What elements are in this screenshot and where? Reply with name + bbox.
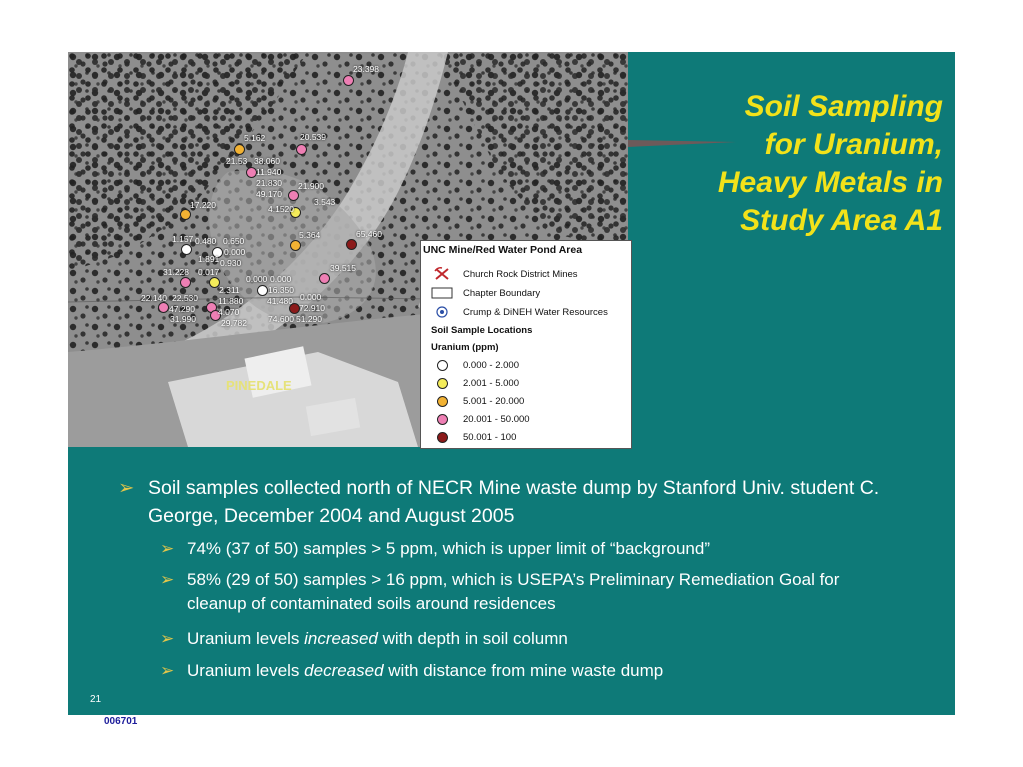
sample-label: 49.170 [256, 189, 282, 199]
sample-label: 11.940 [256, 167, 282, 177]
slide-title [623, 88, 943, 240]
range-swatch [437, 396, 448, 407]
sample-point [234, 144, 245, 155]
sample-label: 0.930 [220, 258, 242, 268]
sample-label: 0.000 [300, 292, 322, 302]
bullet-sub [160, 627, 900, 651]
sample-point [319, 273, 330, 284]
sample-label: 16.350 [268, 285, 294, 295]
sample-point [181, 244, 192, 255]
legend-item-label: Church Rock District Mines [463, 268, 578, 280]
sample-point [346, 239, 357, 250]
legend-uranium-header: Uranium (ppm) [431, 342, 499, 353]
sample-point [343, 75, 354, 86]
sample-label: 39.515 [330, 263, 356, 273]
sample-label: 20.539 [300, 132, 326, 142]
bullet-text: Soil samples collected north of NECR Mine waste dump by Stanford Univ. student C. George, December 2004 and August 2005 [148, 477, 880, 527]
legend-range [431, 360, 519, 371]
sample-label: 0.017 [198, 267, 220, 277]
legend-item-label: Chapter Boundary [463, 287, 541, 299]
sample-label: 4.1520 [268, 204, 294, 214]
emphasis: increased [304, 629, 378, 648]
bullet-arrow-icon: ➢ [160, 539, 175, 558]
sample-label: 2.311 [219, 285, 240, 295]
sample-label: 41.480 [267, 296, 293, 306]
legend-range-label: 50.001 - 100 [463, 432, 517, 443]
sample-label: 74.600 [268, 314, 294, 324]
emphasis: decreased [304, 661, 384, 680]
sample-point [288, 190, 299, 201]
bullet-sub [160, 537, 900, 561]
sample-label: 1.157 [172, 234, 194, 244]
sample-label: 21.900 [298, 181, 324, 191]
sample-label: 5.162 [244, 133, 266, 143]
title-line: for Uranium, [764, 128, 943, 161]
sample-label: 0.000 [270, 274, 292, 284]
legend-title: UNC Mine/Red Water Pond Area [423, 244, 583, 256]
sample-label: 51.290 [296, 314, 322, 324]
bullet-sub [160, 659, 900, 683]
place-label: PINEDALE [226, 378, 292, 393]
legend-samples-header: Soil Sample Locations [431, 325, 533, 336]
legend-range-label: 20.001 - 50.000 [463, 414, 530, 425]
sample-label: 38.060 [254, 156, 280, 166]
bullet-text: Uranium levels increased with depth in soil column [187, 629, 568, 648]
page-number: 21 [90, 694, 102, 705]
bullet-text: 74% (37 of 50) samples > 5 ppm, which is upper limit of “background” [187, 539, 710, 558]
sample-label: 29.782 [221, 318, 247, 328]
legend-range [431, 378, 519, 389]
map-legend [420, 240, 632, 449]
sample-label: 0.000 [246, 274, 268, 284]
legend-range-label: 5.001 - 20.000 [463, 396, 525, 407]
title-line: Study Area A1 [740, 204, 943, 237]
sample-label: 21.830 [256, 178, 282, 188]
sample-label: 1.891 [198, 254, 220, 264]
sample-label: 72.910 [299, 303, 325, 313]
legend-range [431, 414, 530, 425]
legend-item [431, 306, 608, 318]
document-id: 006701 [104, 716, 138, 727]
range-swatch [437, 432, 448, 443]
legend-item-label: Crump & DiNEH Water Resources [463, 306, 608, 318]
sample-label: 4.070 [218, 307, 240, 317]
water-resource-icon [431, 306, 453, 318]
bullet-arrow-icon: ➢ [160, 629, 175, 648]
sample-point [257, 285, 268, 296]
sample-label: 47.290 [169, 304, 195, 314]
sample-label: 31.990 [170, 314, 196, 324]
sample-label: 11.880 [218, 296, 244, 306]
sample-label: 22.140 [141, 293, 167, 303]
bullet-arrow-icon: ➢ [160, 661, 175, 680]
sample-point [180, 209, 191, 220]
sample-label: 5.364 [299, 230, 321, 240]
sample-label: 21.53 [226, 156, 248, 166]
title-line: Heavy Metals in [717, 166, 943, 199]
sample-label: 0.650 [223, 236, 245, 246]
sample-label: 3.543 [314, 197, 336, 207]
legend-range-label: 0.000 - 2.000 [463, 360, 519, 371]
bullet-text: Uranium levels decreased with distance from mine waste dump [187, 661, 664, 680]
legend-item [431, 287, 540, 299]
sample-point [180, 277, 191, 288]
title-line: Soil Sampling [744, 90, 943, 123]
sample-point [290, 240, 301, 251]
boundary-icon [431, 287, 453, 299]
sample-label: 0.000 [224, 247, 246, 257]
bullet-sub [160, 568, 900, 616]
bullet-arrow-icon: ➢ [118, 477, 135, 499]
legend-range [431, 432, 516, 443]
sample-point [158, 302, 169, 313]
legend-item [431, 267, 578, 281]
sample-label: 23.398 [353, 64, 379, 74]
sample-label: 17.220 [190, 200, 216, 210]
bullet-arrow-icon: ➢ [160, 570, 175, 589]
sample-label: 31.228 [163, 267, 189, 277]
bullet-text: 58% (29 of 50) samples > 16 ppm, which is USEPA’s Preliminary Remediation Goal for cleanup of contaminated soils around residences [187, 570, 840, 613]
sample-label: 65.460 [356, 229, 382, 239]
range-swatch [437, 414, 448, 425]
legend-range-label: 2.001 - 5.000 [463, 378, 519, 389]
sample-label: 0.480 [195, 236, 217, 246]
sample-point [296, 144, 307, 155]
bullet-main [118, 474, 908, 530]
pickaxe-icon [431, 267, 453, 281]
range-swatch [437, 360, 448, 371]
legend-range [431, 396, 524, 407]
sample-label: 22.530 [172, 293, 198, 303]
range-swatch [437, 378, 448, 389]
